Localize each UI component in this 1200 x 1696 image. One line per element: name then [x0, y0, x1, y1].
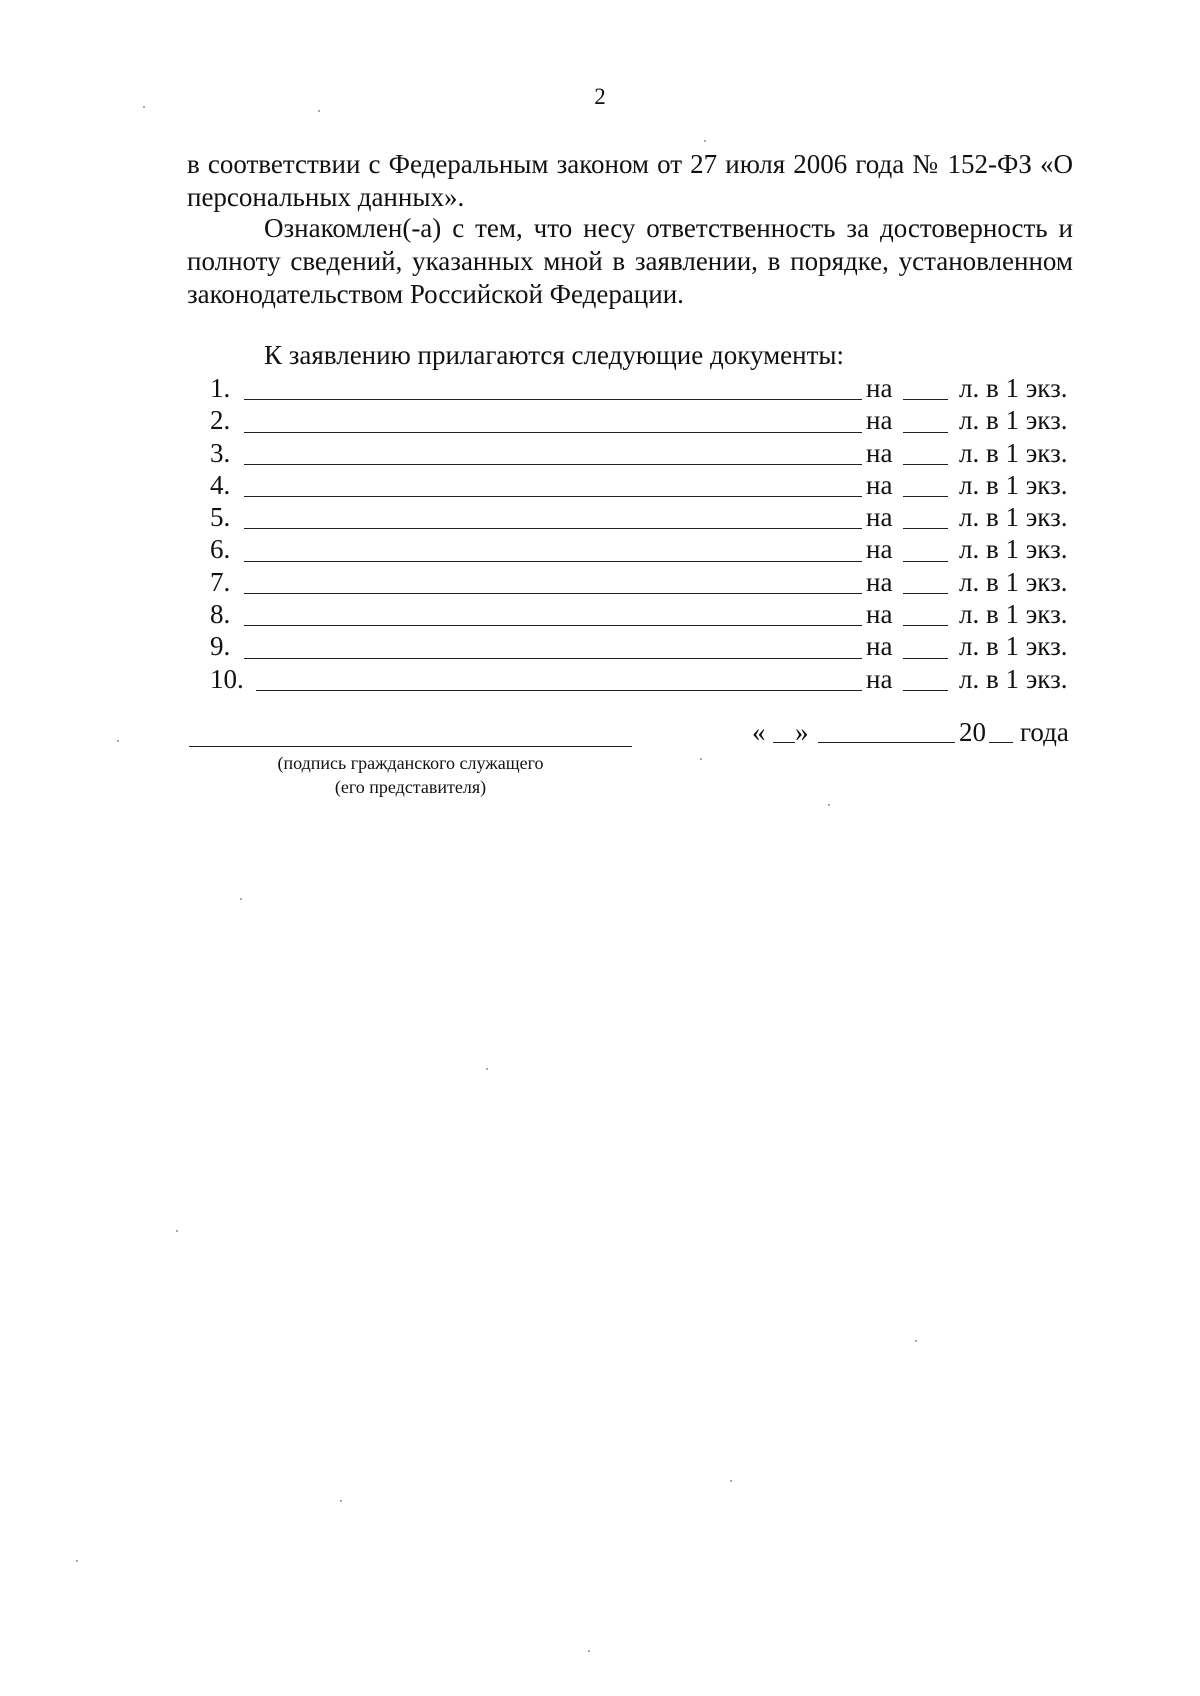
attachment-title-field[interactable] — [244, 399, 862, 400]
scan-speck — [340, 1500, 342, 1502]
attachment-sheets-field[interactable] — [903, 432, 948, 433]
attachment-row — [210, 437, 1080, 469]
attachment-number: 3. — [210, 437, 231, 468]
attachment-on-label: на — [866, 502, 893, 533]
attachment-copies-label: л. в 1 экз. — [959, 631, 1068, 662]
attachment-copies-label: л. в 1 экз. — [959, 663, 1068, 694]
attachment-title-field[interactable] — [244, 625, 862, 626]
attachment-copies-label: л. в 1 экз. — [959, 469, 1068, 500]
scan-speck — [318, 110, 320, 112]
scan-speck — [828, 804, 830, 806]
scan-speck — [588, 1650, 590, 1652]
attachment-number: 8. — [210, 599, 231, 630]
attachment-row — [210, 663, 1080, 695]
date-day-field[interactable] — [773, 742, 795, 743]
attachment-number: 7. — [210, 566, 231, 597]
attachment-sheets-field[interactable] — [903, 561, 948, 562]
attachment-row — [210, 533, 1080, 565]
attachment-number: 1. — [210, 373, 231, 403]
scan-speck — [700, 758, 702, 760]
attachment-on-label: на — [866, 437, 893, 468]
attachment-sheets-field[interactable] — [903, 464, 948, 465]
scan-speck — [117, 740, 119, 742]
attachment-on-label: на — [866, 405, 893, 436]
signature-caption-line-2: (его представителя) — [334, 777, 487, 797]
attachment-row — [210, 501, 1080, 533]
attachment-row — [210, 404, 1080, 436]
date-year-field[interactable] — [989, 742, 1013, 743]
responsibility-paragraph: Ознакомлен(-а) с тем, что несу ответственность за достоверность и полноту сведений, указанных мной в заявлении, в порядке, установленном законодательством Российской Федерации. — [187, 213, 1073, 309]
attachment-on-label: на — [866, 373, 893, 403]
attachment-on-label: на — [866, 566, 893, 597]
attachment-number: 6. — [210, 534, 231, 565]
attachment-copies-label: л. в 1 экз. — [959, 502, 1068, 533]
attachment-copies-label: л. в 1 экз. — [959, 437, 1068, 468]
attachment-row — [210, 630, 1080, 662]
scan-speck — [915, 1340, 917, 1342]
signature-caption-line-1: (подпись гражданского служащего — [277, 753, 544, 773]
attachments-list — [210, 372, 1080, 695]
consent-paragraph: в соответствии с Федеральным законом от 27 июля 2006 года № 152-ФЗ «О персональных данных». — [187, 149, 1073, 212]
attachment-sheets-field[interactable] — [903, 399, 948, 400]
attachment-title-field[interactable] — [256, 690, 862, 691]
scan-speck — [143, 106, 145, 108]
attachments-heading: К заявлению прилагаются следующие документы: — [264, 340, 845, 370]
date-year-word: года — [1020, 717, 1069, 747]
attachment-copies-label: л. в 1 экз. — [959, 599, 1068, 630]
attachment-row — [210, 469, 1080, 501]
attachment-copies-label: л. в 1 экз. — [959, 534, 1068, 565]
attachment-number: 2. — [210, 405, 231, 436]
attachment-title-field[interactable] — [244, 593, 862, 594]
date-month-field[interactable] — [818, 742, 955, 743]
attachment-number: 5. — [210, 502, 231, 533]
attachment-on-label: на — [866, 599, 893, 630]
attachment-sheets-field[interactable] — [903, 528, 948, 529]
attachment-number: 9. — [210, 631, 231, 662]
signature-caption — [189, 751, 632, 799]
date-block — [752, 715, 1082, 749]
scan-speck — [730, 1480, 732, 1482]
signature-field[interactable] — [189, 746, 632, 747]
scan-speck — [76, 1560, 78, 1562]
scan-speck — [704, 140, 706, 142]
attachment-sheets-field[interactable] — [903, 496, 948, 497]
attachment-sheets-field[interactable] — [903, 593, 948, 594]
attachment-title-field[interactable] — [244, 528, 862, 529]
attachment-row — [210, 566, 1080, 598]
attachment-copies-label: л. в 1 экз. — [959, 566, 1068, 597]
attachment-number: 10. — [210, 663, 244, 694]
date-open-quote: « — [752, 717, 766, 747]
attachment-row — [210, 598, 1080, 630]
attachment-title-field[interactable] — [244, 496, 862, 497]
attachment-sheets-field[interactable] — [903, 658, 948, 659]
attachment-on-label: на — [866, 663, 893, 694]
attachment-title-field[interactable] — [244, 432, 862, 433]
attachment-sheets-field[interactable] — [903, 625, 948, 626]
date-close-quote: » — [795, 717, 809, 747]
date-century: 20 — [959, 717, 986, 747]
attachment-title-field[interactable] — [244, 561, 862, 562]
attachment-title-field[interactable] — [244, 658, 862, 659]
attachment-row — [210, 372, 1080, 404]
attachment-on-label: на — [866, 469, 893, 500]
page-number: 2 — [594, 84, 606, 109]
attachment-copies-label: л. в 1 экз. — [959, 405, 1068, 436]
attachment-on-label: на — [866, 631, 893, 662]
attachment-number: 4. — [210, 469, 231, 500]
scan-speck — [176, 1230, 178, 1232]
scan-speck — [486, 1068, 488, 1070]
attachment-copies-label: л. в 1 экз. — [959, 373, 1068, 403]
attachment-sheets-field[interactable] — [903, 690, 948, 691]
attachment-on-label: на — [866, 534, 893, 565]
scan-speck — [240, 898, 242, 900]
attachment-title-field[interactable] — [244, 464, 862, 465]
